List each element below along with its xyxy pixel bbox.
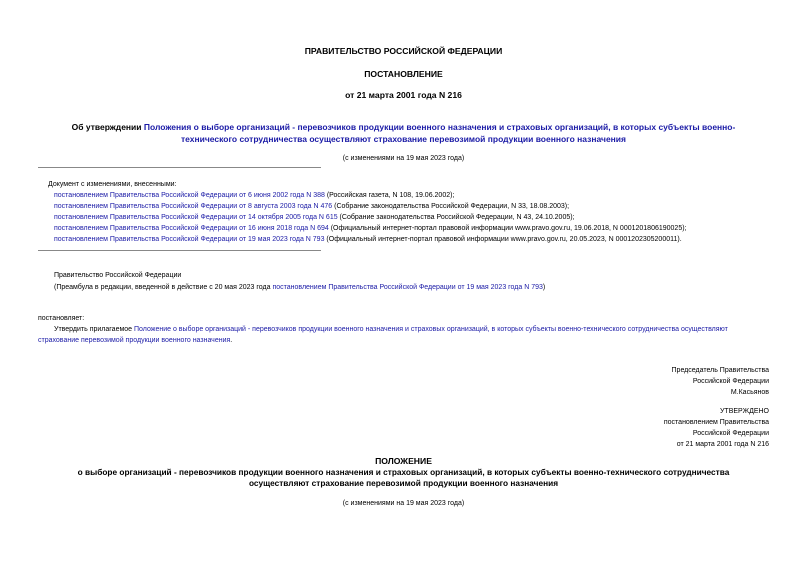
preamble-note: (Преамбула в редакции, введенной в действие с 20 мая 2023 года постановлением Правительства Российской Федерации от 19 мая 2023 года N 793) [54, 284, 546, 291]
regulation-subtitle: о выборе организаций - перевозчиков продукции военного назначения и страховых организаций, в которых субъекты военно-технического сотрудничества осуществляют страхование перевозимой продукции военного назначения [77, 467, 730, 488]
amendments-heading: Документ с изменениями, внесенными: [48, 181, 177, 188]
document-type: ПОСТАНОВЛЕНИЕ [364, 69, 443, 79]
title-prefix: Об утверждении [71, 122, 144, 132]
approved-label: УТВЕРЖДЕНО [719, 408, 769, 415]
approved-block [664, 406, 769, 450]
revision-note: (с изменениями на 19 мая 2023 года) [342, 155, 465, 162]
amendment-link[interactable]: постановлением Правительства Российской Федерации от 14 октября 2005 года N 615 [54, 214, 338, 221]
document-title [0, 121, 807, 145]
signature-org: Российской Федерации [692, 378, 769, 385]
approve-link[interactable]: Положение о выборе организаций - перевозчиков продукции военного назначения и страховых организаций, в которых субъекты военно-технического сотрудничества осуществляют [134, 326, 728, 333]
signature-name: М.Касьянов [730, 389, 769, 396]
approved-by: постановлением Правительства [663, 419, 769, 426]
preamble-link[interactable]: постановлением Правительства Российской Федерации от 19 мая 2023 года N 793 [272, 284, 543, 291]
government-heading: ПРАВИТЕЛЬСТВО РОССИЙСКОЙ ФЕДЕРАЦИИ [304, 46, 503, 56]
title-link[interactable]: Положения о выборе организаций - перевозчиков продукции военного назначения и страховых организаций, в которых субъекты военно- [143, 122, 736, 132]
amendment-item: постановлением Правительства Российской Федерации от 19 мая 2023 года N 793 (Официальный интернет-портал правовой информации www.pravo.gov.ru, 20.05.2023, N 0001202305200011). [54, 236, 682, 243]
regulation-heading: ПОЛОЖЕНИЕ [375, 456, 432, 466]
amendment-item: постановлением Правительства Российской Федерации от 6 июня 2002 года N 388 (Российская газета, N 108, 19.06.2002); [54, 192, 455, 199]
amendment-item: постановлением Правительства Российской Федерации от 16 июня 2018 года N 694 (Официальный интернет-портал правовой информации www.pravo.gov.ru, 19.06.2018, N 0001201806190025); [54, 225, 687, 232]
amendment-item: постановлением Правительства Российской Федерации от 14 октября 2005 года N 615 (Собрание законодательства Российской Федерации, N 43, 24.10.2005); [54, 214, 575, 221]
amendment-item: постановлением Правительства Российской Федерации от 8 августа 2003 года N 476 (Собрание законодательства Российской Федерации, N 33, 18.08.2003); [54, 203, 570, 210]
amendment-link[interactable]: постановлением Правительства Российской Федерации от 16 июня 2018 года N 694 [54, 225, 329, 232]
approve-link-cont[interactable]: страхование перевозимой продукции военного назначения [38, 337, 231, 344]
amendment-link[interactable]: постановлением Правительства Российской Федерации от 19 мая 2023 года N 793 [54, 236, 325, 243]
amendment-link[interactable]: постановлением Правительства Российской Федерации от 6 июня 2002 года N 388 [54, 192, 325, 199]
approved-org: Российской Федерации [692, 430, 769, 437]
approve-paragraph [38, 324, 769, 346]
amendment-link[interactable]: постановлением Правительства Российской Федерации от 8 августа 2003 года N 476 [54, 203, 333, 210]
resolves-text: постановляет: [38, 315, 85, 322]
divider-bottom [38, 250, 321, 251]
approve-line: страхование перевозимой продукции военного назначения. [38, 337, 233, 344]
amendments-list [54, 190, 687, 245]
approved-date: от 21 марта 2001 года N 216 [676, 441, 769, 448]
signature-block [672, 365, 769, 398]
preamble-text: Правительство Российской Федерации [54, 272, 182, 279]
signature-position: Председатель Правительства [671, 367, 769, 374]
regulation-note: (с изменениями на 19 мая 2023 года) [342, 500, 465, 507]
divider-top [38, 167, 321, 168]
approve-line: Утвердить прилагаемое Положение о выборе организаций - перевозчиков продукции военного назначения и страховых организаций, в которых субъекты военно-технического сотрудничества осуществляют [54, 326, 728, 333]
title-link-cont[interactable]: технического сотрудничества осуществляют страхование перевозимой продукции военного назначения [181, 134, 626, 144]
document-date: от 21 марта 2001 года N 216 [345, 90, 462, 100]
